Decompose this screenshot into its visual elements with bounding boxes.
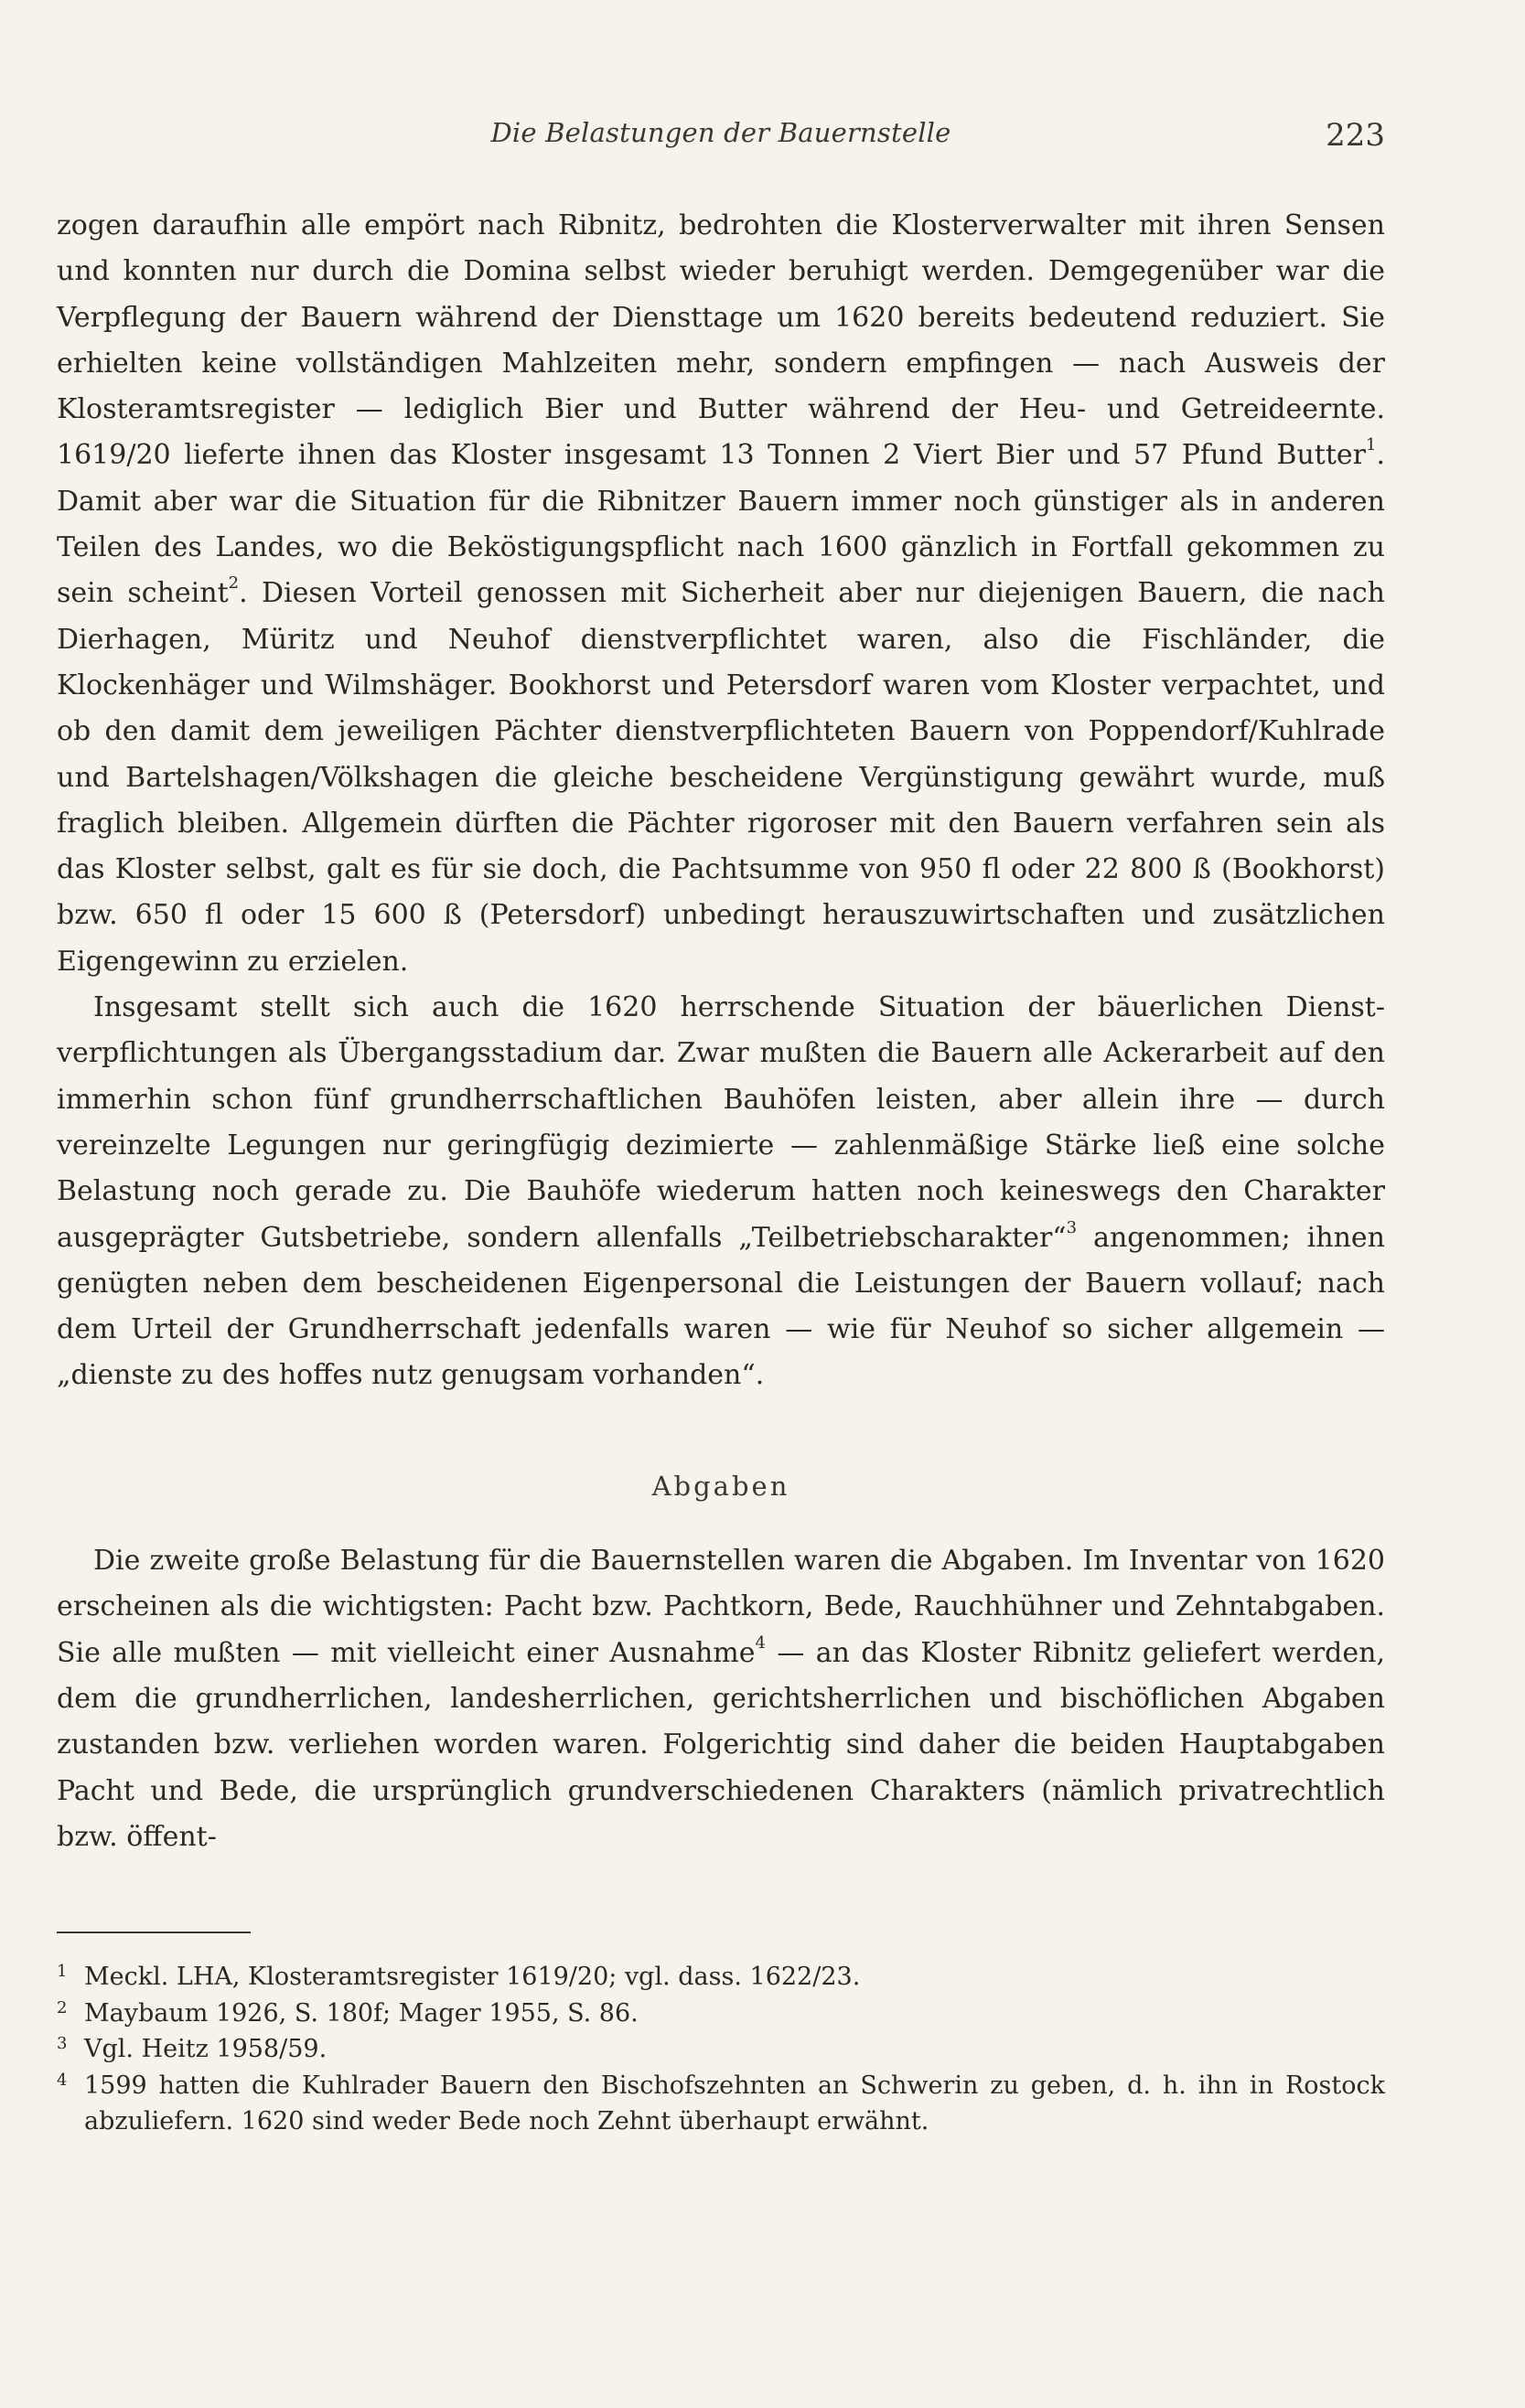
footnote-ref-3: 3 bbox=[1066, 1217, 1078, 1237]
footnote-4 bbox=[57, 2068, 1385, 2140]
footnote-ref-2: 2 bbox=[228, 573, 240, 594]
footnote-marker: 1 bbox=[57, 1962, 68, 1981]
footnote-text: Meckl. LHA, Klosteramtsregister 1619/20; vgl. dass. 1622/23. bbox=[84, 1963, 861, 1991]
page-header bbox=[57, 117, 1385, 168]
paragraph-3-text-b: — an das Kloster Ribnitz geliefert werden, dem die grundherrlichen, landesherrlichen, gerichtsherrlichen und bischöflichen Abgaben zustanden bzw. verliehen worden waren. Folgerichtig sind daher die beiden Hauptabgaben Pacht und Bede, die ursprünglich grundverschiedenen Charakters (nämlich privatrechtlich bzw. öffent- bbox=[57, 1636, 1385, 1853]
footnote-marker: 3 bbox=[57, 2034, 68, 2053]
footnote-1 bbox=[57, 1959, 1385, 1996]
footnote-ref-4: 4 bbox=[755, 1632, 766, 1653]
paragraph-1-text-b: . Damit aber war die Situation für die Ribnitzer Bauern immer noch günstiger als in anderen Teilen des Landes, wo die Beköstigungspflicht nach 1600 gänzlich in Fortfall gekommen zu sein scheint bbox=[57, 439, 1385, 610]
footnote-divider bbox=[57, 1932, 251, 1933]
paragraph-3-text-a: Die zweite große Belastung für die Bauernstellen waren die Abgaben. Im Inventar von 1620 erscheinen als die wichtigsten: Pacht bzw. Pachtkorn, Bede, Rauchhühner und Zehntabgaben. Sie alle mußten — mit vielleicht einer Ausnahme bbox=[57, 1545, 1385, 1669]
footnote-3 bbox=[57, 2031, 1385, 2068]
paragraph-2-text-b: angenommen; ihnen genügten neben dem bescheidenen Eigenpersonal die Leistungen der Bauern vollauf; nach dem Urteil der Grundherrschaft jedenfalls waren — wie für Neuhof so sicher allgemein — „dienste zu des hoffes nutz genugsam vorhanden“. bbox=[57, 1221, 1385, 1392]
footnotes bbox=[57, 1959, 1385, 2140]
main-text bbox=[57, 203, 1385, 1860]
footnote-2 bbox=[57, 1996, 1385, 2032]
paragraph-1-text-c: . Diesen Vorteil genossen mit Sicherheit aber nur diejenigen Bauern, die nach Dierhagen, Müritz und Neuhof dienstverpflichtet waren, also die Fischländer, die Klockenhäger und Wilmshäger. Bookhorst und Petersdorf waren vom Kloster verpachtet, und ob den damit dem jeweiligen Pächter dienstverpflichteten Bauern von Poppendorf/Kuhlrade und Bartelshagen/Völkshagen die gleiche bescheidene Vergünstigung gewährt wurde, muß fraglich bleiben. Allgemein dürften die Pächter rigoroser mit den Bauern verfahren sein als das Kloster selbst, galt es für sie doch, die Pachtsumme von 950 fl oder 22 800 ß (Bookhorst) bzw. 650 fl oder 15 600 ß (Petersdorf) unbedingt herauszuwirtschaften und zusätzlichen Eigengewinn zu erzielen. bbox=[57, 577, 1385, 978]
section-heading: Abgaben bbox=[651, 1470, 790, 1502]
paragraph-2-text-a: Insgesamt stellt sich auch die 1620 herrschende Situation der bäuerlichen Dienstverpflichtungen als Übergangsstadium dar. Zwar mußten die Bauern alle Ackerarbeit auf den immerhin schon fünf grundherrschaftlichen Bauhöfen leisten, aber allein ihre — durch vereinzelte Legungen nur geringfügig dezimierte — zahlenmäßige Stärke ließ eine solche Belastung noch gerade zu. Die Bauhöfe wiederum hatten noch keineswegs den Charakter ausgeprägter Gutsbetriebe, sondern allenfalls „Teilbetriebscharakter“ bbox=[57, 991, 1385, 1254]
paragraph-2 bbox=[57, 985, 1385, 1399]
footnote-text: 1599 hatten die Kuhlrader Bauern den Bischofszehnten an Schwerin zu geben, d. h. ihn in Rostock abzuliefern. 1620 sind weder Bede noch Zehnt überhaupt erwähnt. bbox=[84, 2071, 1385, 2135]
footnote-ref-1: 1 bbox=[1366, 435, 1377, 455]
footnote-marker: 2 bbox=[57, 1997, 68, 2017]
footnote-text: Maybaum 1926, S. 180f; Mager 1955, S. 86. bbox=[84, 1998, 639, 2028]
paragraph-1 bbox=[57, 203, 1385, 985]
footnote-marker: 4 bbox=[57, 2070, 68, 2090]
footnote-text: Vgl. Heitz 1958/59. bbox=[84, 2035, 328, 2063]
page-number: 223 bbox=[1326, 117, 1385, 154]
paragraph-3 bbox=[57, 1538, 1385, 1860]
running-title: Die Belastungen der Bauernstelle bbox=[490, 117, 951, 148]
paragraph-1-text-a: zogen daraufhin alle empört nach Ribnitz, bedrohten die Klosterverwalter mit ihren Sensen und konnten nur durch die Domina selbst wieder beruhigt werden. Demgegenüber war die Verpflegung der Bauern während der Diensttage um 1620 bereits bedeutend reduziert. Sie erhielten keine vollständigen Mahlzeiten mehr, sondern empfingen — nach Ausweis der Klosteramtsregister — lediglich Bier und Butter während der Heu- und Getreideernte. 1619/20 lieferte ihnen das Kloster insgesamt 13 Tonnen 2 Viert Bier und 57 Pfund Butter bbox=[57, 209, 1385, 472]
